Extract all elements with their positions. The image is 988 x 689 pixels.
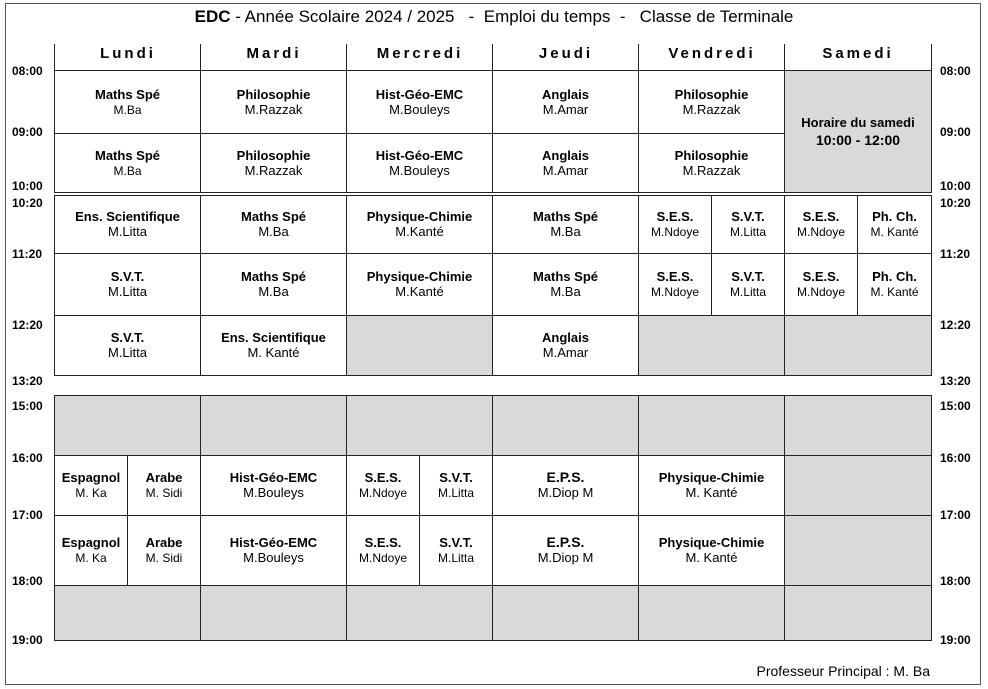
course-subject: Hist-Géo-EMC [229, 535, 318, 550]
course-cell [54, 253, 201, 316]
empty-slot [784, 315, 932, 376]
time-label: 15:00 [12, 399, 43, 413]
course-cell [346, 515, 420, 586]
course-subject: S.E.S. [802, 209, 840, 224]
main-teacher-note: Professeur Principal : M. Ba [756, 663, 930, 679]
time-label: 11:20 [12, 247, 43, 261]
course-teacher: M. Sidi [145, 551, 183, 565]
course-subject: Anglais [542, 330, 589, 345]
course-subject: Philosophie [674, 86, 749, 102]
time-label: 13:20 [12, 374, 43, 388]
course-cell [492, 315, 639, 376]
time-label: 12:20 [12, 318, 43, 332]
course-subject: Hist-Géo-EMC [375, 86, 464, 102]
day-header-mardi: Mardi [200, 44, 347, 70]
course-teacher: M.Razzak [682, 101, 741, 117]
saturday-hours-range: 10:00 - 12:00 [815, 131, 901, 148]
day-header-mercredi: Mercredi [346, 44, 493, 70]
course-subject: Physique-Chimie [658, 535, 765, 550]
empty-slot [346, 315, 493, 376]
course-subject: S.V.T. [731, 209, 765, 224]
saturday-hours-block [784, 70, 932, 193]
course-teacher: M.Ba [550, 284, 581, 299]
course-cell [200, 515, 347, 586]
course-subject: Ph. Ch. [872, 269, 917, 284]
course-subject: S.V.T. [110, 269, 145, 284]
course-teacher: M. Kanté [247, 345, 300, 360]
course-subject: Philosophie [674, 147, 749, 163]
time-label: 15:00 [940, 399, 971, 413]
course-subject: S.V.T. [110, 330, 145, 345]
course-teacher: M.Ndoye [796, 285, 846, 299]
course-cell [54, 315, 201, 376]
course-subject: Philosophie [236, 147, 311, 163]
time-label: 12:20 [940, 318, 971, 332]
empty-slot [54, 395, 201, 456]
course-cell [54, 195, 201, 254]
course-teacher: M.Razzak [244, 162, 303, 178]
course-cell [54, 133, 201, 193]
course-subject: Maths Spé [240, 209, 306, 224]
course-subject: S.E.S. [656, 269, 694, 284]
course-cell [200, 70, 347, 134]
course-teacher: M.Ndoye [796, 225, 846, 239]
course-cell [492, 133, 639, 193]
course-teacher: M.Ba [258, 224, 289, 239]
course-teacher: M.Razzak [244, 101, 303, 117]
course-teacher: M. Kanté [870, 285, 919, 299]
empty-slot [784, 515, 932, 586]
course-cell [419, 455, 493, 516]
course-teacher: M.Litta [729, 225, 766, 239]
course-subject: S.V.T. [439, 470, 473, 485]
course-teacher: M.Amar [542, 162, 589, 178]
course-teacher: M. Ka [75, 551, 107, 565]
empty-slot [346, 585, 493, 641]
day-header-samedi: Samedi [784, 44, 932, 70]
course-teacher: M.Bouleys [243, 485, 304, 500]
course-teacher: M.Ba [258, 284, 289, 299]
course-cell [638, 253, 712, 316]
course-teacher: M.Amar [542, 345, 589, 360]
course-subject: S.E.S. [656, 209, 694, 224]
course-teacher: M.Amar [542, 101, 589, 117]
course-cell [200, 455, 347, 516]
course-cell [857, 195, 932, 254]
course-cell [200, 133, 347, 193]
course-teacher: M.Ba [113, 102, 142, 117]
course-cell [346, 70, 493, 134]
course-subject: Ph. Ch. [872, 209, 917, 224]
course-cell [857, 253, 932, 316]
course-cell [711, 253, 785, 316]
course-teacher: M. Kanté [685, 550, 738, 565]
course-teacher: M.Bouleys [389, 101, 450, 117]
course-cell [784, 195, 858, 254]
course-teacher: M.Ndoye [358, 486, 408, 500]
course-subject: E.P.S. [546, 469, 585, 485]
course-teacher: M.Litta [107, 345, 147, 360]
empty-slot [492, 395, 639, 456]
course-cell [638, 133, 785, 193]
course-subject: Espagnol [61, 535, 121, 550]
course-subject: Maths Spé [94, 147, 160, 163]
course-subject: Physique-Chimie [366, 209, 473, 224]
course-cell [346, 195, 493, 254]
course-cell [492, 70, 639, 134]
time-label: 16:00 [12, 451, 43, 465]
course-teacher: M.Ndoye [650, 285, 700, 299]
time-label: 09:00 [940, 125, 971, 139]
course-subject: S.E.S. [364, 535, 402, 550]
empty-slot [784, 455, 932, 516]
course-subject: Anglais [542, 147, 589, 163]
course-teacher: M. Ka [75, 486, 107, 500]
course-subject: S.V.T. [439, 535, 473, 550]
course-cell [711, 195, 785, 254]
empty-slot [200, 395, 347, 456]
course-subject: Maths Spé [94, 86, 160, 102]
course-teacher: M.Ba [113, 163, 142, 178]
time-label: 13:20 [940, 374, 971, 388]
day-header-jeudi: Jeudi [492, 44, 639, 70]
course-cell [638, 195, 712, 254]
course-cell [346, 133, 493, 193]
course-teacher: M.Kanté [395, 224, 444, 239]
course-cell [346, 455, 420, 516]
course-teacher: M. Kanté [870, 225, 919, 239]
time-label: 18:00 [940, 574, 971, 588]
empty-slot [200, 585, 347, 641]
empty-slot [784, 585, 932, 641]
day-header-vendredi: Vendredi [638, 44, 785, 70]
course-cell [200, 195, 347, 254]
course-subject: Philosophie [236, 86, 311, 102]
course-teacher: M.Diop M [537, 550, 594, 565]
page-title: EDC - Année Scolaire 2024 / 2025 - Emploi du temps - Classe de Terminale [194, 7, 794, 26]
course-cell [492, 253, 639, 316]
time-label: 17:00 [940, 508, 971, 522]
course-teacher: M.Litta [107, 224, 147, 239]
course-subject: Arabe [145, 535, 183, 550]
time-label: 17:00 [12, 508, 43, 522]
course-subject: S.E.S. [802, 269, 840, 284]
course-teacher: M.Razzak [682, 162, 741, 178]
time-label: 08:00 [940, 64, 971, 78]
course-cell [784, 253, 858, 316]
course-subject: Physique-Chimie [658, 470, 765, 485]
course-cell [200, 253, 347, 316]
time-label: 18:00 [12, 574, 43, 588]
course-teacher: M.Ndoye [650, 225, 700, 239]
empty-slot [492, 585, 639, 641]
course-subject: Hist-Géo-EMC [229, 470, 318, 485]
course-subject: Anglais [542, 86, 589, 102]
course-cell [200, 315, 347, 376]
course-subject: Ens. Scientifique [75, 209, 180, 224]
time-label: 10:00 [940, 179, 971, 193]
time-label: 19:00 [12, 633, 43, 647]
course-subject: Ens. Scientifique [221, 330, 326, 345]
course-teacher: M.Bouleys [243, 550, 304, 565]
course-cell [638, 455, 785, 516]
course-teacher: M.Kanté [395, 284, 444, 299]
course-teacher: M.Litta [107, 284, 147, 299]
time-label: 11:20 [940, 247, 971, 261]
empty-slot [346, 395, 493, 456]
empty-slot [54, 585, 201, 641]
time-label: 10:20 [12, 196, 43, 210]
empty-slot [638, 395, 785, 456]
empty-slot [638, 585, 785, 641]
course-subject: S.E.S. [364, 470, 402, 485]
course-subject: E.P.S. [546, 534, 585, 550]
course-cell [492, 195, 639, 254]
empty-slot [638, 315, 785, 376]
course-cell [492, 515, 639, 586]
course-cell [638, 70, 785, 134]
course-teacher: M. Sidi [145, 486, 183, 500]
course-subject: Maths Spé [532, 209, 598, 224]
course-subject: Physique-Chimie [366, 269, 473, 284]
course-subject: Maths Spé [240, 269, 306, 284]
time-label: 16:00 [940, 451, 971, 465]
course-subject: Maths Spé [532, 269, 598, 284]
course-teacher: M.Litta [437, 551, 474, 565]
course-teacher: M.Diop M [537, 485, 594, 500]
course-cell [127, 455, 201, 516]
course-cell [419, 515, 493, 586]
course-cell [127, 515, 201, 586]
course-subject: Espagnol [61, 470, 121, 485]
day-header-lundi: Lundi [54, 44, 201, 70]
course-teacher: M.Litta [437, 486, 474, 500]
time-label: 10:00 [12, 179, 43, 193]
course-cell [346, 253, 493, 316]
course-subject: Arabe [145, 470, 183, 485]
course-cell [54, 70, 201, 134]
course-teacher: M.Ba [550, 224, 581, 239]
course-subject: S.V.T. [731, 269, 765, 284]
time-label: 19:00 [940, 633, 971, 647]
time-label: 09:00 [12, 125, 43, 139]
course-cell [54, 455, 128, 516]
saturday-hours-label: Horaire du samedi [801, 114, 915, 130]
time-label: 08:00 [12, 64, 43, 78]
course-teacher: M.Litta [729, 285, 766, 299]
course-teacher: M.Ndoye [358, 551, 408, 565]
course-subject: Hist-Géo-EMC [375, 147, 464, 163]
course-teacher: M. Kanté [685, 485, 738, 500]
course-cell [54, 515, 128, 586]
course-teacher: M.Bouleys [389, 162, 450, 178]
course-cell [638, 515, 785, 586]
empty-slot [784, 395, 932, 456]
course-cell [492, 455, 639, 516]
time-label: 10:20 [940, 196, 971, 210]
